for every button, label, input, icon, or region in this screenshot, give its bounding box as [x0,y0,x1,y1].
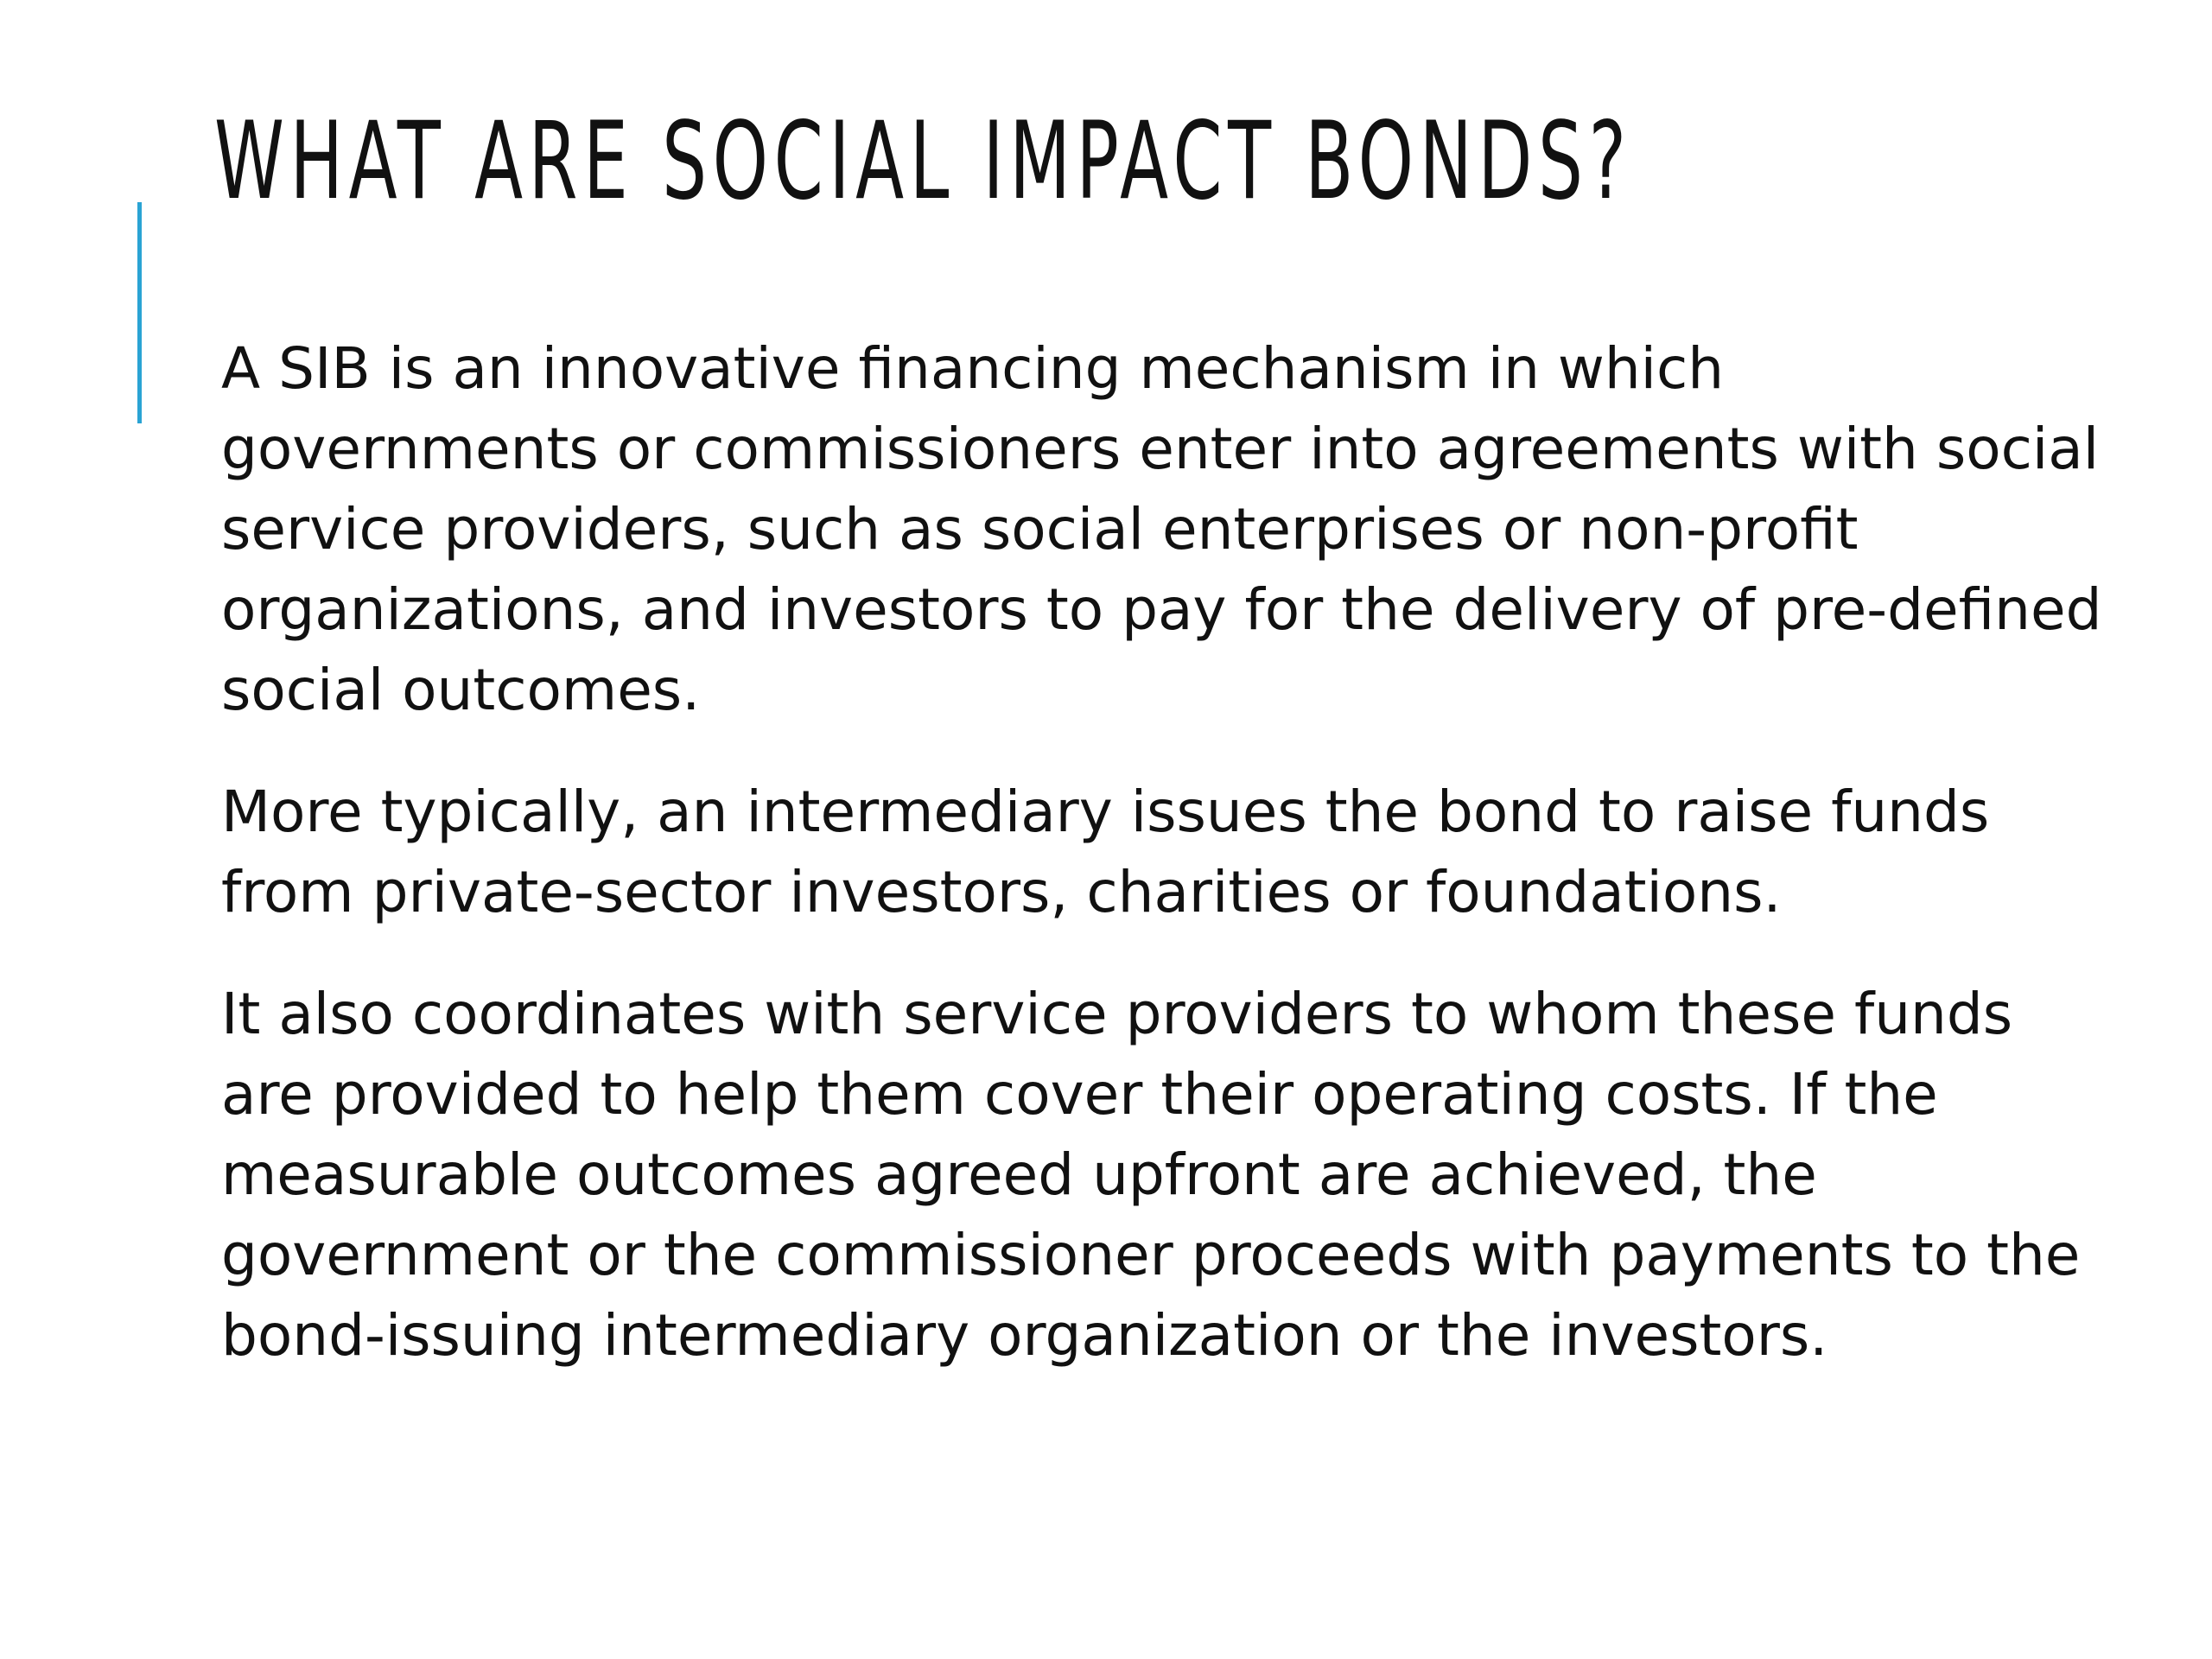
slide-body [221,328,2105,1417]
title-accent-bar [137,202,142,423]
paragraph-definition: A SIB is an innovative financing mechanism in which governments or commissioners enter into agreements with social service providers, such as social enterprises or non-profit organizations, and investors to pay for the delivery of pre-defined social outcomes. [221,335,2102,723]
paragraph-intermediary: More typically, an intermediary issues the bond to raise funds from private-sector investors, charities or foundations. [221,779,1990,925]
paragraph-payments: It also coordinates with service providers to whom these funds are provided to help them cover their operating costs. If the measurable outcomes agreed upfront are achieved, the government or the commissioner proceeds with payments to the bond-issuing intermediary organization or the investors. [221,981,2081,1369]
slide-title: WHAT ARE SOCIAL IMPACT BONDS? [214,99,1632,224]
